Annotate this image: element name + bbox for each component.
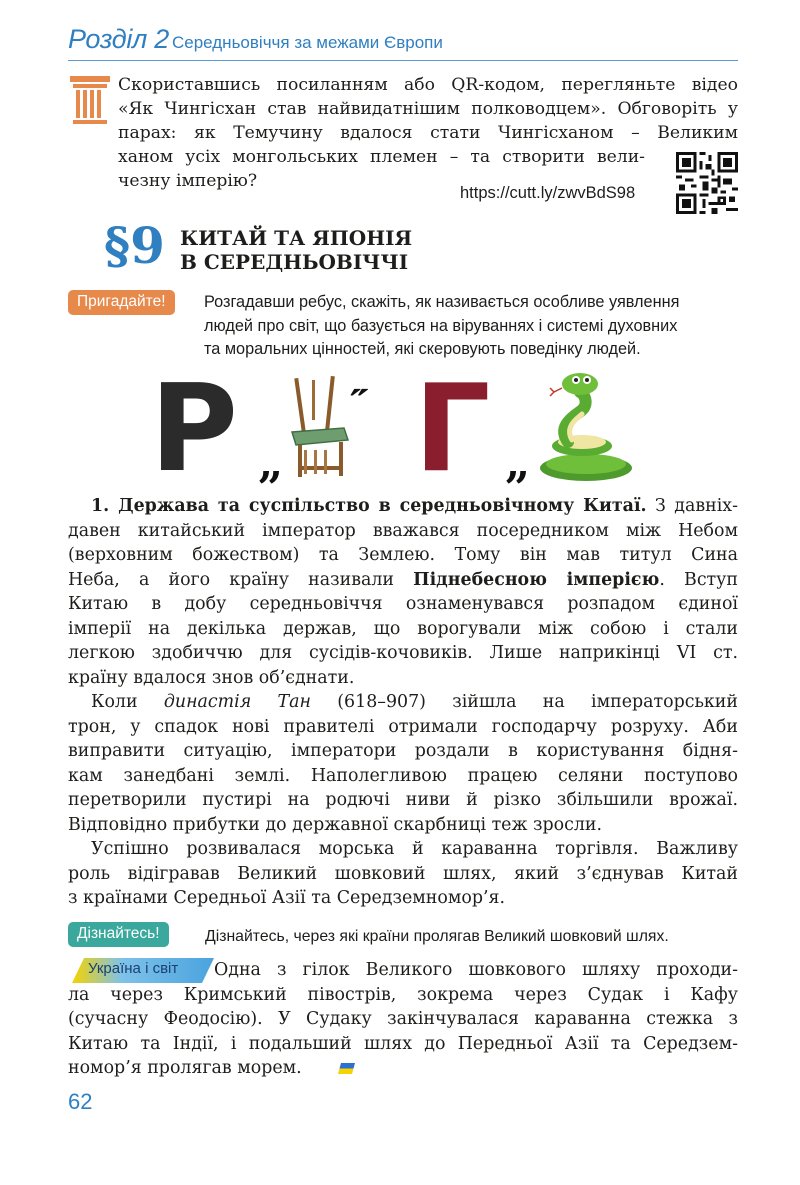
column-icon: [70, 76, 110, 128]
paragraph-line: (сучасну Феодосію). У Судаку закінчувалася караванна стежка з: [68, 1009, 738, 1029]
snake-icon: [540, 373, 632, 481]
rebus-quote: ˶: [352, 370, 367, 411]
paragraph-line: імперії на декілька держав, що ворогували між собою і стали: [68, 618, 738, 639]
paragraph-line: країну вдалося знов об’єднати.: [68, 667, 355, 688]
paragraph-line: легкою здобиччю для сусідів-кочовиків. Лише наприкінці VI ст.: [68, 643, 738, 663]
section-number: §9: [104, 216, 165, 275]
paragraph-line: трон, у спадок нові правителі отримали господарчу розруху. Аби: [68, 716, 738, 737]
learn-text: Дізнайтесь, через які країни пролягав Великий шовковий шлях.: [205, 928, 669, 945]
rebus-letter-r: Р: [150, 370, 238, 485]
topic-heading: 1. Держава та суспільство в середньовічному Китаї.: [91, 496, 647, 516]
upside-down-chair-icon: [292, 376, 348, 477]
paragraph-line: Успішно розвивалася морська й караванна торгівля. Важливу: [91, 839, 738, 859]
intro-line: парах: як Темучину вдалося стати Чингісханом – Великим: [118, 123, 738, 143]
paragraph-line: Одна з гілок Великого шовкового шляху проходи-: [214, 960, 738, 980]
paragraph-line: давен китайський імператор вважався посередником між Небом: [68, 520, 738, 541]
learn-badge: Дізнайтесь!: [68, 922, 169, 947]
paragraph-line: ла через Кримський півострів, зокрема через Судак і Кафу: [68, 984, 738, 1005]
paragraph-line: Коли династія Тан (618–907) зійшла на імператорський: [91, 692, 738, 712]
intro-line: чезну імперію?: [118, 171, 258, 191]
remember-badge: Пригадайте!: [68, 290, 175, 315]
paragraph-line: 1. Держава та суспільство в середньовічному Китаї. З давніх-: [91, 496, 738, 516]
header-divider: [68, 60, 738, 61]
section-title-line: В СЕРЕДНЬОВІЧЧІ: [180, 250, 409, 274]
intro-line: Скориставшись посиланням або QR-кодом, перегляньте відео: [118, 75, 738, 95]
chapter-subtitle: Середньовіччя за межами Європи: [172, 33, 443, 52]
intro-line: «Як Чингісхан став найвидатнішим полководцем». Обговоріть у: [118, 99, 738, 119]
term-bold: Піднебесною імперією: [413, 569, 660, 590]
paragraph-line: Китаю в добу середньовіччя ознаменувався розпадом єдиної: [68, 594, 738, 614]
video-link[interactable]: https://cutt.ly/zwvBdS98: [460, 184, 636, 202]
section-title-line: КИТАЙ ТА ЯПОНІЯ: [180, 226, 413, 250]
paragraph-1: [68, 494, 738, 690]
ukraine-world-label: Україна і світ: [88, 960, 179, 977]
intro-line: ханом усіх монгольських племен – та створити вели-: [118, 147, 645, 167]
remember-line: Розгадавши ребус, скажіть, як називається особливе уявлення: [204, 293, 680, 311]
paragraph-line: номор’я пролягав морем.: [68, 1058, 302, 1078]
rebus-puzzle: [150, 370, 650, 485]
paragraph-line: роль відігравав Великий шовковий шлях, який з’єднував Китай: [68, 863, 738, 884]
page-number: 62: [68, 1089, 93, 1114]
paragraph-3: [68, 837, 738, 911]
rebus-comma: „: [505, 438, 531, 485]
paragraph-line: виправити ситуацію, імператори роздали в користування бідня-: [68, 741, 738, 761]
remember-text: [204, 291, 744, 362]
paragraph-line: кам занедбані землі. Наполегливою працею селяни поступово: [68, 765, 738, 786]
ukraine-world-text: [68, 958, 738, 1081]
paragraph-line: (верховним божеством) та Землею. Тому він мав титул Сина: [68, 545, 738, 565]
remember-line: людей про світ, що базується на віруваннях і системі духовних: [204, 316, 678, 335]
remember-line: та моральних цінностей, які скеровують поведінку людей.: [204, 340, 641, 358]
paragraph-line: Неба, а його країну називали Піднебесною імперією. Вступ: [68, 569, 738, 590]
term-italic: династія Тан: [163, 692, 311, 712]
paragraph-line: з країнами Середньої Азії та Середземномор’я.: [68, 888, 505, 908]
ukraine-flag-icon: [338, 1063, 355, 1074]
rebus-letter-g: Г: [414, 370, 491, 485]
intro-text: [118, 73, 738, 193]
paragraph-2: [68, 690, 738, 837]
section-title: [180, 226, 412, 274]
paragraph-line: перетворили пустирі на родючі ниви й різко збільшили врожаї.: [68, 790, 738, 810]
qr-code-icon[interactable]: [676, 152, 738, 214]
paragraph-line: Відповідно прибутки до державної скарбниці теж зросли.: [68, 814, 602, 835]
chapter-label: Розділ 2: [68, 24, 169, 54]
rebus-comma: „: [258, 438, 284, 485]
paragraph-line: Китаю та Індії, і подальший шлях до Передньої Азії та Середзем-: [68, 1033, 738, 1054]
